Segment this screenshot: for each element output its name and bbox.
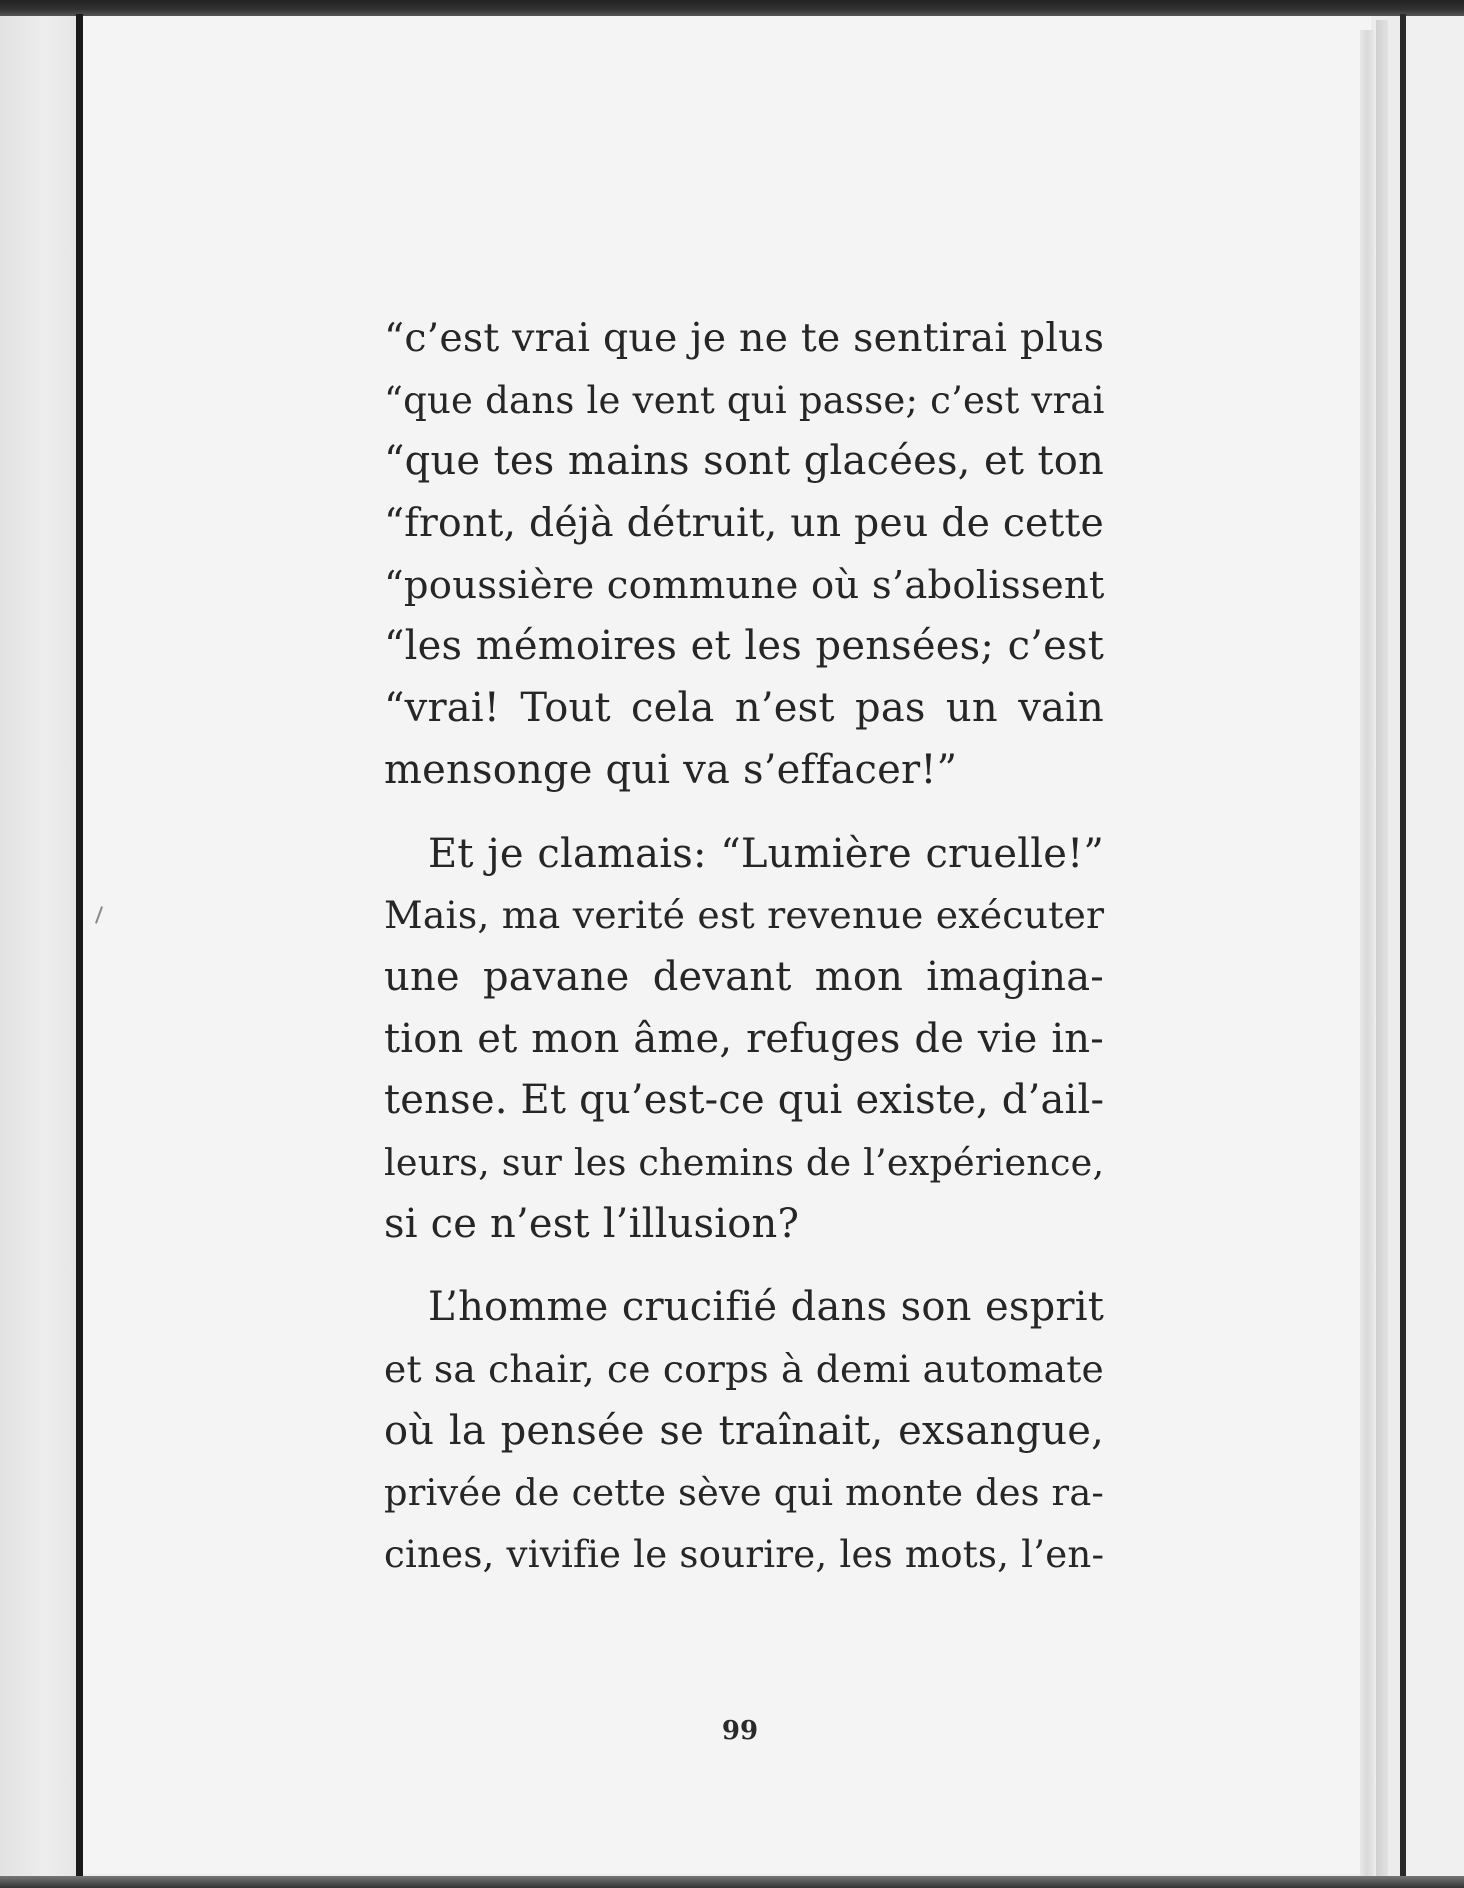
- paragraph: [384, 1277, 1104, 1585]
- text-line: L’homme crucifié dans son esprit: [428, 1284, 1104, 1331]
- paragraph: [384, 824, 1104, 1256]
- left-binding-rule: [76, 14, 83, 1880]
- text-line: “poussière commune où s’abolissent: [384, 562, 1105, 608]
- text-line: “front, déjà détruit, un peu de cette: [384, 500, 1104, 547]
- paragraph: [384, 308, 1104, 802]
- page-edge: [1360, 30, 1374, 1876]
- paragraph-gap: [384, 802, 1104, 824]
- text-line: mensonge qui va s’effacer!”: [384, 746, 958, 793]
- text-line: cines, vivifie le sourire, les mots, l’en-: [384, 1533, 1105, 1577]
- text-line: tion et mon âme, refuges de vie in-: [384, 1015, 1104, 1062]
- scan-bottom-border: [0, 1876, 1464, 1888]
- text-line: Mais, ma verité est revenue exécuter: [384, 893, 1105, 938]
- text-line: “que tes mains sont glacées, et ton: [384, 438, 1104, 485]
- page-edge-shadow: [1376, 20, 1388, 1876]
- body-text: [384, 308, 1104, 1586]
- text-line: “que dans le vent qui passe; c’est vrai: [384, 378, 1105, 422]
- text-line: “les mémoires et les pensées; c’est: [384, 623, 1104, 670]
- text-line: “vrai! Tout cela n’est pas un vain: [384, 685, 1104, 732]
- text-line: où la pensée se traînait, exsangue,: [384, 1407, 1104, 1454]
- text-line: “c’est vrai que je ne te sentirai plus: [384, 315, 1105, 361]
- page-number: 99: [721, 1716, 759, 1746]
- text-line: une pavane devant mon imagina-: [384, 953, 1104, 1000]
- text-line: et sa chair, ce corps à demi automate: [384, 1347, 1104, 1391]
- right-margin: [1406, 16, 1464, 1876]
- paragraph-gap: [384, 1255, 1104, 1277]
- left-margin: [0, 16, 76, 1876]
- text-line: si ce n’est l’illusion?: [384, 1200, 800, 1247]
- scan-top-border: [0, 0, 1464, 16]
- text-line: Et je clamais: “Lumière cruelle!”: [428, 830, 1104, 877]
- text-line: privée de cette sève qui monte des ra-: [384, 1471, 1105, 1515]
- text-line: leurs, sur les chemins de l’expérience,: [384, 1140, 1105, 1184]
- text-line: tense. Et qu’est-ce qui existe, d’ail-: [384, 1077, 1105, 1124]
